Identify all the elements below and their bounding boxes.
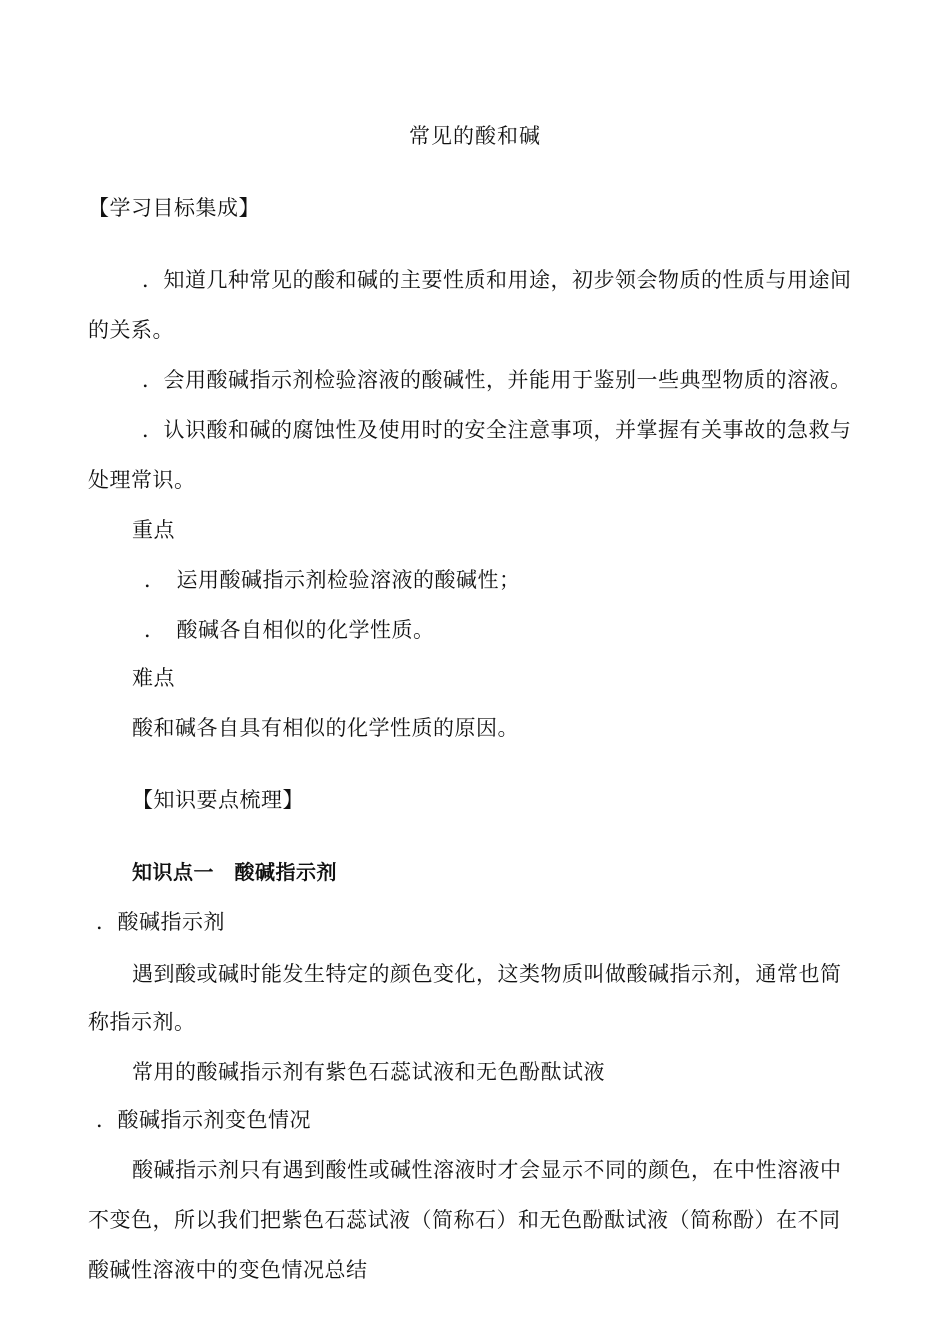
goal-item-3-line2: 处理常识。 [88,468,196,492]
item2-para-line3: 酸碱性溶液中的变色情况总结 [88,1258,368,1282]
item2-heading: ．酸碱指示剂变色情况 [96,1108,311,1132]
section-heading-goals: 【学习目标集成】 [88,196,260,220]
item1-para1-line1: 遇到酸或碱时能发生特定的颜色变化，这类物质叫做酸碱指示剂，通常也简 [132,962,842,986]
goal-item-1-line1: ．知道几种常见的酸和碱的主要性质和用途，初步领会物质的性质与用途间 [142,268,852,292]
page-title: 常见的酸和碱 [409,124,541,148]
item1-heading: ．酸碱指示剂 [96,910,225,934]
goal-item-1-line2: 的关系。 [88,318,174,342]
difficulty-text: 酸和碱各自具有相似的化学性质的原因。 [132,716,519,740]
key-points-label: 重点 [132,518,175,542]
section-heading-knowledge: 【知识要点梳理】 [132,788,304,812]
knowledge-point-heading: 知识点一 酸碱指示剂 [132,860,337,884]
goal-item-2-line1: ．会用酸碱指示剂检验溶液的酸碱性，并能用于鉴别一些典型物质的溶液。 [142,368,852,392]
goal-item-3-line1: ．认识酸和碱的腐蚀性及使用时的安全注意事项，并掌握有关事故的急救与 [142,418,852,442]
key-point-2: ． 酸碱各自相似的化学性质。 [144,618,435,642]
item1-para2: 常用的酸碱指示剂有紫色石蕊试液和无色酚酞试液 [132,1060,605,1084]
key-point-1: ． 运用酸碱指示剂检验溶液的酸碱性； [144,568,521,592]
difficulty-label: 难点 [132,666,175,690]
item2-para-line1: 酸碱指示剂只有遇到酸性或碱性溶液时才会显示不同的颜色，在中性溶液中 [132,1158,842,1182]
item2-para-line2: 不变色，所以我们把紫色石蕊试液（简称石）和无色酚酞试液（简称酚）在不同 [88,1208,841,1232]
item1-para1-line2: 称指示剂。 [88,1010,196,1034]
